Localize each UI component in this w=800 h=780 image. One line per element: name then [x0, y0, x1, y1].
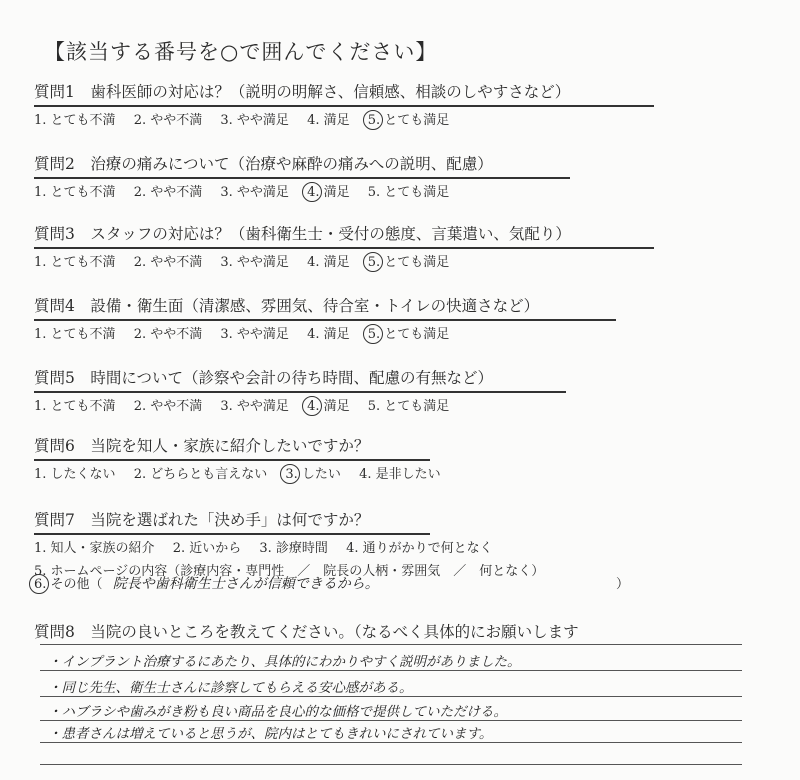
option-3[interactable]: 3. やや満足: [220, 113, 289, 128]
question-2: [34, 152, 493, 200]
underline: [34, 319, 616, 321]
option-4[interactable]: 4. 満足: [307, 255, 350, 270]
option-6-selected: 6.: [34, 577, 47, 592]
answer-line: [40, 670, 742, 671]
option-1[interactable]: 1. 知人・家族の紹介: [34, 541, 155, 556]
option-5[interactable]: 5. とても満足: [367, 185, 450, 200]
option-1[interactable]: 1. とても不満: [34, 399, 116, 414]
answer-1: ・インプラント治療するにあたり、具体的にわかりやすく説明がありました。: [48, 654, 521, 670]
underline: [34, 391, 566, 393]
option-2[interactable]: 2. どちらとも言えない: [133, 467, 268, 482]
other-handwritten-answer: 院長や歯科衛生士さんが信頼できるから。: [112, 576, 379, 592]
option-2[interactable]: 2. やや不満: [133, 399, 203, 414]
option-2[interactable]: 2. やや不満: [133, 185, 203, 200]
option-1[interactable]: 1. とても不満: [34, 113, 116, 128]
answer-4: ・患者さんは増えていると思うが、院内はとてもきれいにされています。: [48, 726, 493, 742]
option-4[interactable]: 4. 満足: [307, 113, 350, 128]
option-5-selected[interactable]: 5. とても満足: [367, 327, 450, 342]
question-8: [34, 620, 579, 642]
question-label: 質問1 歯科医師の対応は？（説明の明解さ、信頼感、相談のしやすさなど）: [34, 83, 571, 101]
underline: [34, 533, 430, 535]
question-label: 質問7 当院を選ばれた「決め手」は何ですか？: [34, 511, 370, 529]
underline: [34, 177, 570, 179]
options-row: [34, 463, 455, 482]
answer-line: [40, 720, 742, 721]
options-row: [34, 181, 493, 200]
answer-line: [40, 764, 742, 765]
question-4: [34, 294, 539, 342]
answer-2: ・同じ先生、衛生士さんに診察してもらえる安心感がある。: [48, 680, 413, 696]
option-4[interactable]: 4. 是非したい: [359, 467, 441, 482]
option-3[interactable]: 3. 診療時間: [259, 541, 328, 556]
option-4-selected[interactable]: 4. 満足: [307, 399, 350, 414]
options-row: [34, 251, 571, 270]
option-3[interactable]: 3. やや満足: [220, 327, 289, 342]
question-3: [34, 222, 571, 270]
question-label: 質問3 スタッフの対応は？（歯科衛生士・受付の態度、言葉遣い、気配り）: [34, 225, 571, 243]
option-5-row[interactable]: 5. ホームページの内容（診療内容・専門性 ／ 院長の人柄・雰囲気 ／ 何となく）: [34, 564, 545, 579]
question-label: 質問4 設備・衛生面（清潔感、雰囲気、待合室・トイレの快適さなど）: [34, 297, 540, 315]
question-label: 質問5 時間について（診察や会計の待ち時間、配慮の有無など）: [34, 369, 494, 387]
option-3-selected[interactable]: 3. したい: [285, 467, 341, 482]
option-1[interactable]: 1. とても不満: [34, 327, 116, 342]
option-4[interactable]: 4. 満足: [307, 327, 350, 342]
question-1: [34, 80, 570, 128]
underline: [34, 105, 654, 107]
answer-line: [40, 644, 742, 645]
option-2[interactable]: 2. やや不満: [133, 327, 203, 342]
option-3[interactable]: 3. やや満足: [220, 255, 289, 270]
option-4[interactable]: 4. 通りがかりで何となく: [346, 541, 493, 556]
question-label: 質問8 当院の良いところを教えてください。（なるべく具体的にお願いします: [34, 623, 579, 641]
option-2[interactable]: 2. やや不満: [133, 113, 203, 128]
answer-3: ・ハブラシや歯みがき粉も良い商品を良心的な価格で提供していただける。: [48, 704, 507, 720]
option-5-selected[interactable]: 5. とても満足: [367, 255, 450, 270]
option-1[interactable]: 1. とても不満: [34, 255, 116, 270]
question-label: 質問2 治療の痛みについて（治療や麻酔の痛みへの説明、配慮）: [34, 155, 493, 173]
question-5: [34, 366, 493, 414]
option-2[interactable]: 2. やや不満: [133, 255, 203, 270]
option-3[interactable]: 3. やや満足: [220, 185, 289, 200]
option-2[interactable]: 2. 近いから: [172, 541, 242, 556]
option-5[interactable]: 5. とても満足: [367, 399, 450, 414]
underline: [34, 247, 654, 249]
other-close-paren: ）: [616, 577, 630, 592]
other-label: その他（: [50, 577, 103, 592]
question-7: [34, 508, 544, 579]
option-1[interactable]: 1. したくない: [34, 467, 116, 482]
option-6-other[interactable]: [34, 573, 630, 593]
page-title: 【該当する番号を○で囲んでください】: [44, 40, 438, 64]
option-1[interactable]: 1. とても不満: [34, 185, 116, 200]
options-row: [34, 323, 539, 342]
question-label: 質問6 当院を知人・家族に紹介したいですか？: [34, 437, 370, 455]
underline: [34, 459, 430, 461]
option-5-selected[interactable]: 5. とても満足: [367, 113, 450, 128]
answer-line: [40, 742, 742, 743]
options-row: [34, 109, 570, 128]
option-3[interactable]: 3. やや満足: [220, 399, 289, 414]
options-row: [34, 537, 544, 556]
answer-line: [40, 696, 742, 697]
option-4-selected[interactable]: 4. 満足: [307, 185, 350, 200]
question-6: [34, 434, 455, 482]
options-row: [34, 395, 493, 414]
